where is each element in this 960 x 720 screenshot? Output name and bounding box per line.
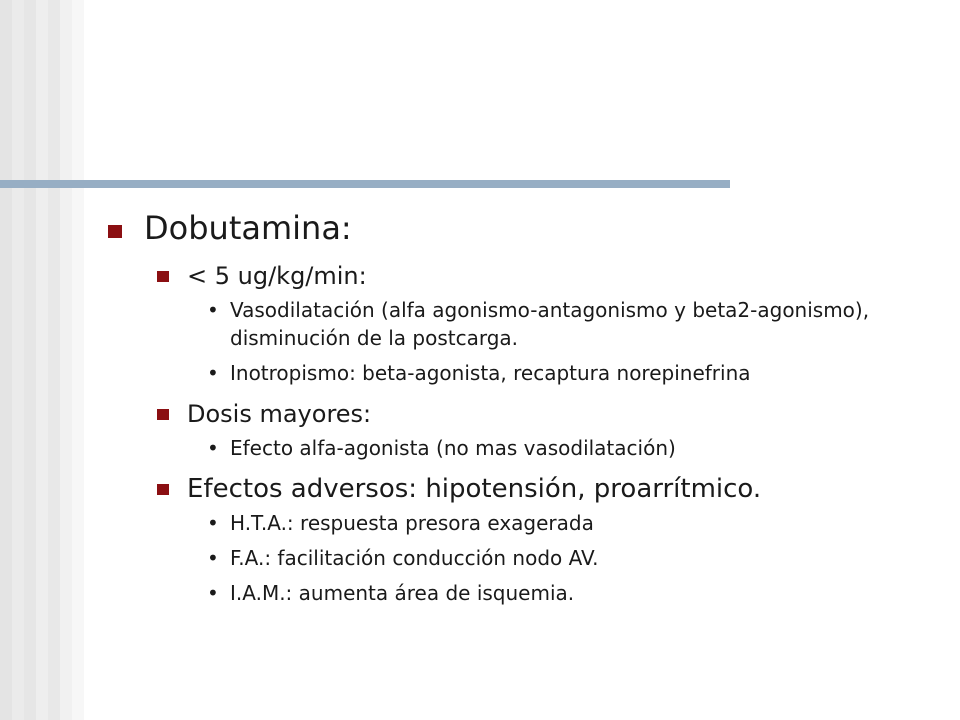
slide-content (108, 207, 948, 614)
detail-list (187, 434, 948, 462)
section-label: Efectos adversos: hipotensión, proarrítmico. (187, 474, 762, 504)
dot-bullet-icon: • (207, 546, 219, 570)
dot-bullet-icon: • (207, 298, 219, 322)
section-label: Dosis mayores: (187, 400, 372, 428)
detail-item (187, 509, 948, 537)
square-bullet-icon (157, 271, 169, 282)
detail-list (187, 509, 948, 607)
detail-item (187, 359, 948, 387)
section-item (149, 260, 948, 387)
detail-text: H.T.A.: respuesta presora exagerada (230, 511, 594, 535)
dot-bullet-icon: • (207, 361, 219, 385)
detail-text: Vasodilatación (alfa agonismo-antagonismo y beta2-agonismo), disminución de la postcarga. (230, 298, 870, 350)
detail-item (187, 296, 948, 352)
section-item (149, 398, 948, 462)
section-item (149, 473, 948, 607)
square-bullet-icon (157, 409, 169, 420)
bullet-list (108, 207, 948, 607)
detail-text: Efecto alfa-agonista (no mas vasodilatación) (230, 436, 676, 460)
dot-bullet-icon: • (207, 511, 219, 535)
detail-item (187, 434, 948, 462)
dot-bullet-icon: • (207, 581, 219, 605)
detail-text: I.A.M.: aumenta área de isquemia. (230, 581, 575, 605)
square-bullet-icon (157, 484, 169, 495)
dot-bullet-icon: • (207, 436, 219, 460)
heading-text: Dobutamina: (144, 209, 352, 247)
detail-list (187, 296, 948, 387)
detail-item (187, 579, 948, 607)
section-label: < 5 ug/kg/min: (187, 262, 367, 290)
detail-item (187, 544, 948, 572)
sub-list (149, 260, 948, 607)
detail-text: F.A.: facilitación conducción nodo AV. (230, 546, 599, 570)
square-bullet-icon (108, 225, 122, 238)
detail-text: Inotropismo: beta-agonista, recaptura norepinefrina (230, 361, 751, 385)
title-rule (0, 180, 730, 188)
heading-item (108, 207, 948, 607)
